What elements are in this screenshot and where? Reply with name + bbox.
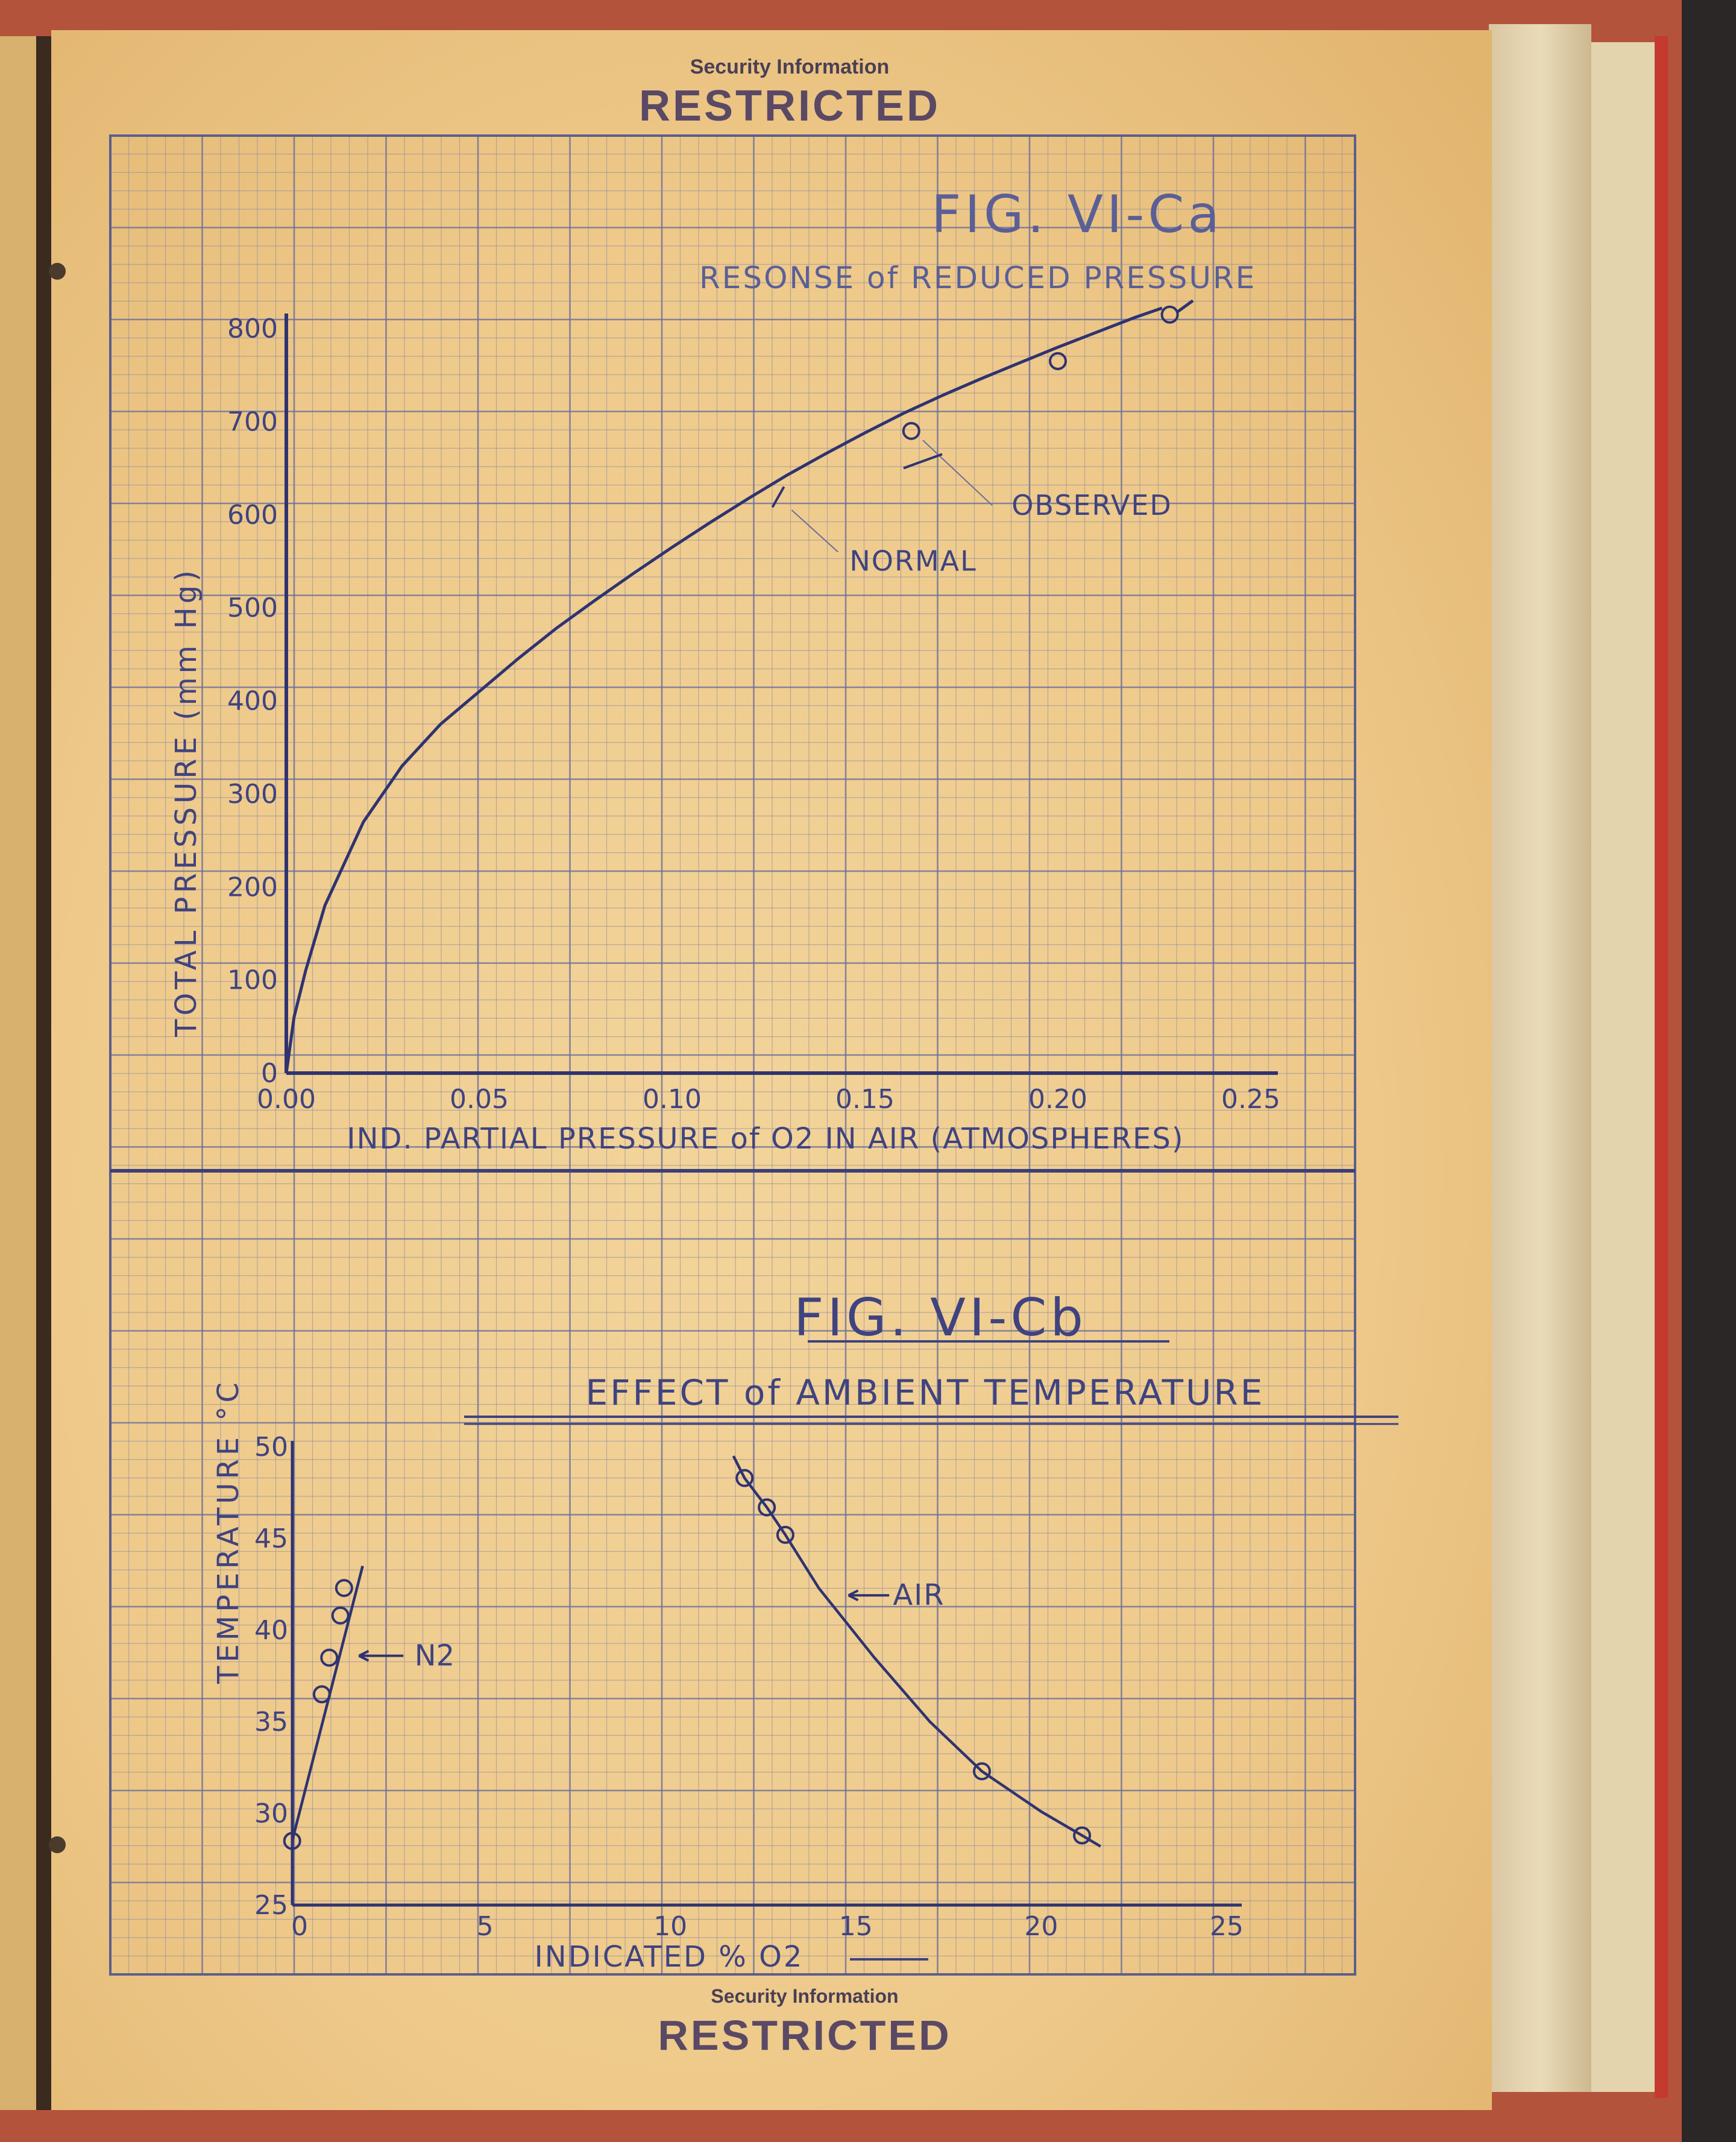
figure-a-label: FIG. VI-Ca [931, 184, 1224, 245]
figure-a-x-tick-label: 0.15 [835, 1084, 895, 1115]
air-series-label: AIR [893, 1578, 945, 1613]
figure-b-x-tick-label: 20 [1024, 1911, 1058, 1942]
figure-b-y-tick-label: 40 [254, 1615, 288, 1646]
figure-b-y-tick-label: 25 [254, 1890, 288, 1921]
figure-a-ylabel: TOTAL PRESSURE (mm Hg) [169, 567, 203, 1037]
figure-a-x-tick-label: 0.05 [450, 1084, 509, 1115]
figure-a-x-tick-label: 0.25 [1221, 1084, 1280, 1115]
figure-b-y-tick-label: 45 [254, 1523, 288, 1554]
figure-a-y-tick-label: 800 [227, 313, 278, 344]
n2-series-label: N2 [414, 1639, 455, 1673]
figure-a-y-tick-label: 300 [227, 778, 278, 810]
figure-a-y-tick-label: 200 [227, 872, 278, 903]
footer-stamp-line2: RESTRICTED [658, 2012, 952, 2059]
page-block-edge-2 [1591, 42, 1658, 2092]
figure-b-x-tick-label: 0 [291, 1911, 308, 1942]
figure-b-x-tick-label: 10 [653, 1911, 688, 1942]
figure-a-y-tick-label: 500 [227, 593, 278, 624]
figure-a-x-tick-label: 0.00 [257, 1084, 316, 1115]
graph-paper-grid [110, 136, 1355, 1974]
figure-b-x-tick-label: 15 [838, 1911, 873, 1942]
figure-a-y-tick-label: 700 [227, 406, 278, 438]
binder-hole-top [49, 263, 66, 280]
figure-a-x-tick-label: 0.10 [643, 1084, 702, 1115]
figure-b-x-tick-label: 5 [476, 1911, 494, 1942]
normal-label: NORMAL [849, 544, 977, 578]
binding-gutter [36, 36, 51, 2110]
figure-a-title: RESONSE of REDUCED PRESSURE [699, 260, 1257, 295]
red-rule [1655, 36, 1668, 2098]
figure-b-y-tick-label: 30 [254, 1798, 288, 1829]
footer-stamp-line1: Security Information [711, 1985, 899, 2007]
page-block-edge [1489, 24, 1591, 2092]
binder-hole-bottom [49, 1836, 66, 1853]
figure-b-xlabel: INDICATED % O2 [534, 1940, 804, 1974]
figure-b-x-tick-label: 25 [1210, 1911, 1244, 1942]
figure-a-y-tick-label: 100 [227, 965, 278, 996]
figure-a-x-tick-label: 0.20 [1028, 1084, 1087, 1115]
figure-a-y-tick-label: 400 [227, 685, 278, 717]
figure-b-label: FIG. VI-Cb [793, 1288, 1087, 1348]
figure-a-y-tick-label: 600 [227, 499, 278, 531]
observed-label: OBSERVED [1011, 488, 1172, 521]
header-stamp-line2: RESTRICTED [638, 82, 941, 130]
figure-a-y-tick-label: 0 [261, 1058, 278, 1089]
figure-a-xlabel: IND. PARTIAL PRESSURE of O2 IN AIR (ATMOSPHERES) [347, 1122, 1184, 1156]
figure-b-y-tick-label: 50 [254, 1432, 288, 1463]
figure-b-title: EFFECT of AMBIENT TEMPERATURE [585, 1372, 1265, 1413]
figure-b-y-tick-label: 35 [254, 1707, 288, 1737]
header-stamp-line1: Security Information [690, 55, 890, 78]
figure-b-ylabel: TEMPERATURE °C [212, 1379, 245, 1684]
cover-edge-right [1682, 0, 1736, 2142]
left-page-sliver [0, 36, 36, 2110]
